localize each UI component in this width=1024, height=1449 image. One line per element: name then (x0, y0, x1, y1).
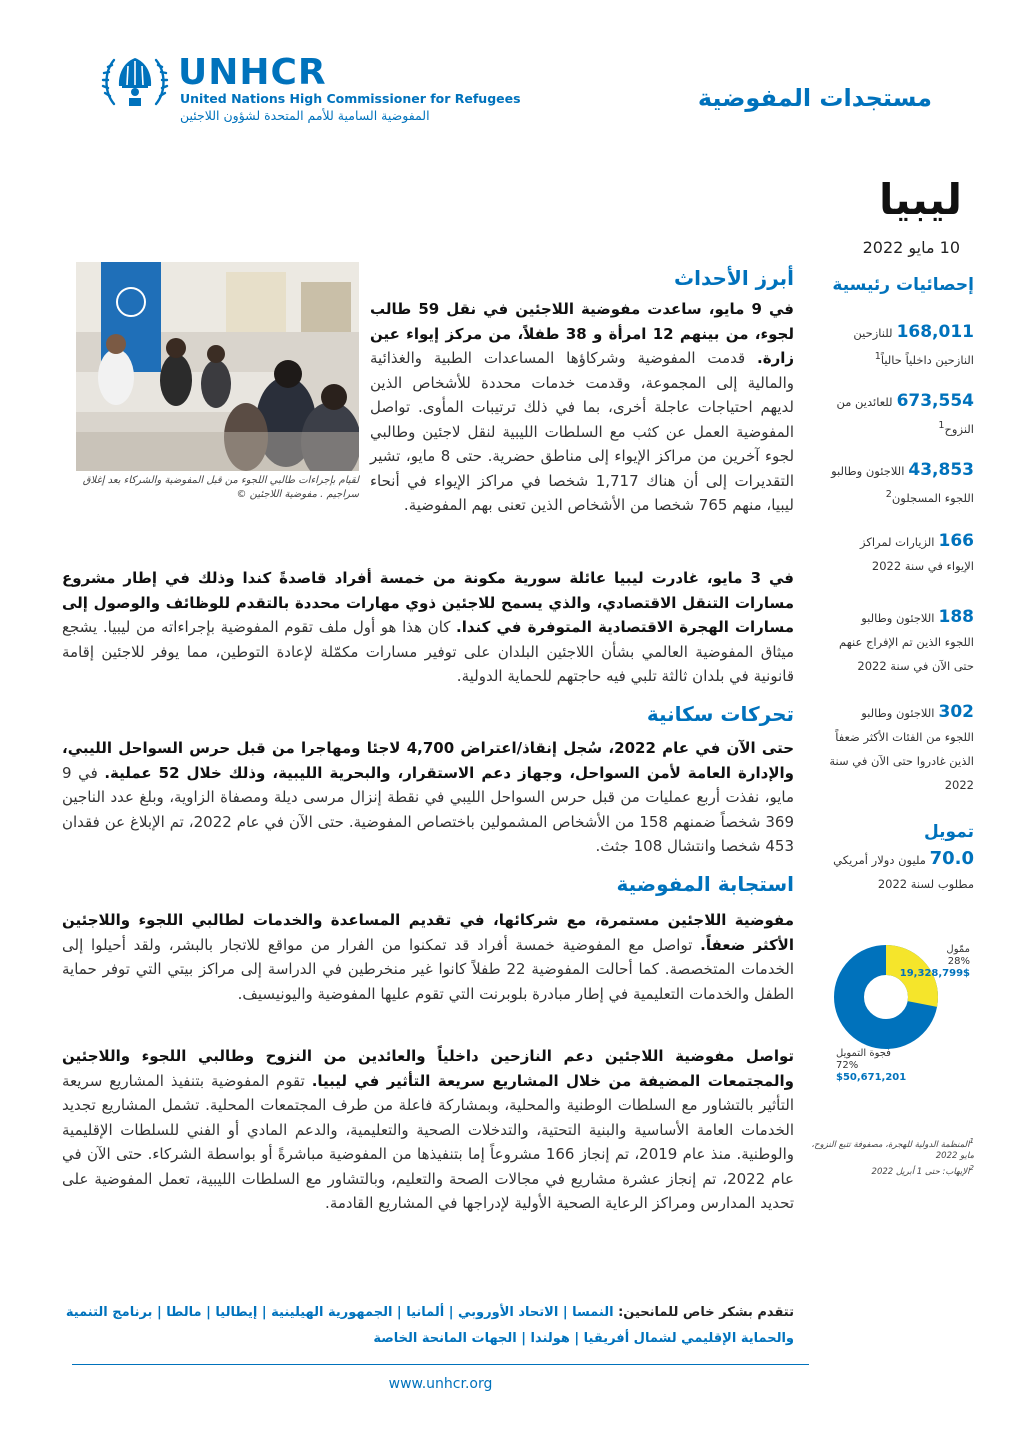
unhcr-emblem-icon (100, 52, 170, 112)
highlights-paragraph-2: في 3 مايو، غادرت ليبيا عائلة سورية مكونة من خمسة أفراد قاصدةً كندا وذلك في إطار مشروع مسارات التنقل الاقتصادي، والذي يسمح للاجئين ذوي مهارات محددة بالتقدم للوظائف والوصول إلى مسارات الهجرة الاقتصادية المتوفرة في كندا. كان هذا هو أول ملف تقوم المفوضية بإجراءاته من ليبيا. يشجع ميثاق المفوضية العالمي بشأن اللاجئين البلدان على توفير مسارات مكمّلة لإعادة التوطين، مما يوفر للاجئين إقامة قانونية في بلدان ثالثة تلبي فيه حاجتهم للحماية الدولية. (62, 569, 794, 685)
key-figures-heading: إحصائيات رئيسية (832, 275, 974, 295)
donor-thanks: تتقدم بشكر خاص للمانحين: النمسا | الاتحاد الأوروبي | ألمانيا | الجمهورية الهيلينية | إيطاليا | مالطا | برنامج التنمية والحماية الإقليمي لشمال أفريقيا | هولندا | الجهات المانحة الخاصة (65, 1305, 794, 1346)
photo-caption: لقيام بإجراءات طالبي اللجوء من قبل المفوضية والشركاء بعد إغلاق سراجيم . مفوضية اللاجئين © (82, 475, 359, 500)
report-date: 10 مايو 2022 (862, 238, 960, 257)
stat-departed: 302اللاجئون وطالبو اللجوء من الفئات الأكثر ضعفاً الذين غادروا حتى الآن في سنة 2022 (829, 702, 974, 792)
funding-heading: تمويل (924, 822, 974, 842)
response-paragraph-2: تواصل مفوضية اللاجئين دعم النازحين داخلياً والعائدين من النزوح وطالبي اللجوء واللاجئين والمجتمعات المضيفة من خلال المشاريع سريعة التأثير في ليبيا. تقوم المفوضية بتنفيذ المشاريع سريعة التأثير بالتشاور مع السلطات الوطنية والمحلية، وبمشاركة فاعلة من طرف المجتمعات المحلية. تشمل المشاريع تجديد الخدمات العامة الأساسية والبنية التحتية، والتدخلات الصحية والتعليمية، والدعم المادي أو الفني للسلطات الإقليمية والوطنية. منذ عام 2019، تم إنجاز 166 مشروعاً إما بتنفيذها من المفوضية مباشرةً أو بواسطة الشركاء. حتى الآن في عام 2022، تم إنجاز عشرة مشاريع في مجالات الصحة والتعليم، وبالتشاور مع السلطات الليبية، تعمل المفوضية على تحديد المدارس ومراكز الرعاية الصحية الأولية لإدراجها في المشاريع القادمة. (62, 1047, 795, 1212)
stat-registered-refugees: 43,853اللاجئون وطالبو اللجوء المسجلون$^2$ (831, 460, 974, 505)
unhcr-response-heading: استجابة المفوضية (616, 872, 794, 896)
highlights-heading: أبرز الأحداث (674, 266, 794, 290)
footer-divider (72, 1364, 809, 1365)
website-link[interactable]: www.unhcr.org (388, 1376, 493, 1392)
funding-requirement: 70.0 مليون دولار أمريكي مطلوب لسنة 2022 (833, 848, 974, 891)
logo-wordmark: UNHCR (178, 52, 327, 93)
highlights-paragraph-1: في 9 مايو، ساعدت مفوضية اللاجئين في نقل 59 طالب لجوء، من بينهم 12 امرأة و 38 طفلاً، من مركز إيواء عين زارة. قدمت المفوضية وشركاؤها المساعدات الطبية والغذائية والمالية إلى المجموعة، وقدمت خدمات محددة للأشخاص الذين لديهم احتياجات عاجلة أخرى، بما في ذلك ترتيبات المأوى. تواصل المفوضية العمل عن كثب مع السلطات الليبية لنقل لاجئين وطالبي لجوء آخرين من مراكز الإيواء إلى مناطق حضرية. حتى 8 مايو، تشير التقديرات إلى أن هناك 1,717 شخصا في مراكز الإيواء في أنحاء ليبيا، منهم 765 شخصا من الأشخاص الذين تعنى بهم المفوضية. (370, 300, 795, 514)
footnotes: $^1$المنظمة الدولية للهجرة، مصفوفة تتبع النزوح، مايو 2022 $^2$الإيهاب: حتى 1 أبريل 2022 (811, 1136, 974, 1177)
stat-value: 302 (938, 702, 974, 722)
logo-arabic-tagline: المفوضية السامية للأمم المتحدة لشؤون اللاجئين (180, 108, 430, 123)
movements-paragraph: حتى الآن في عام 2022، سُجل إنقاذ/اعتراض 4,700 لاجئا ومهاجرا من قبل حرس السواحل الليبي، والإدارة العامة لأمن السواحل، وجهاز دعم الاستقرار، والبحرية الليبية، وذلك خلال 52 عملية. في 9 مايو، نفذت أربع عمليات من قبل حرس السواحل الليبي في نقطة إنزال مرسى ديلة ومصفاة الزاوية، وبلغ عدد الناجين 369 شخصاً ضمنهم 158 من الأشخاص المشمولين باختصاص المفوضية. حتى الآن في عام 2022، تم الإبلاغ عن فقدان 453 شخصا وانتشال 108 جثث. (62, 739, 795, 855)
stat-value: 43,853 (908, 460, 974, 480)
donut-gap-label: فجوة التمويل 72% $50,671,201 (836, 1048, 907, 1083)
funding-value: 70.0 (929, 848, 974, 869)
stat-idps: 168,011للنازحين النازحين داخلياً حالياً$^1$ (853, 322, 974, 367)
stat-value: 166 (938, 531, 974, 551)
response-paragraph-1: مفوضية اللاجئين مستمرة، مع شركائها، في تقديم المساعدة والخدمات لطالبي اللجوء واللاجئين الأكثر ضعفاً. تواصل مع المفوضية خمسة أفراد قد تمكنوا من الفرار من مواقع للاتجار بالبشر، ولقد أحيلوا إلى الخدمات المتخصصة. كما أحالت المفوضية 22 طفلاً كانوا غير منخرطين في الدراسة إلى مراكز بيتي التي توفر حماية الطفل والخدمات التعليمية في إطار مبادرة بلوبرنت التي تقوم عليها المفوضية واليونيسيف. (62, 911, 794, 1003)
population-movements-heading: تحركات سكانية (646, 702, 794, 726)
stat-value: 188 (938, 607, 974, 627)
stat-value: 168,011 (896, 322, 974, 342)
document-type-title: مستجدات المفوضية (697, 84, 932, 112)
registration-photo (76, 262, 359, 471)
donut-funded-label: ممّول 28% 19,328,799$ (899, 944, 970, 979)
logo-english-tagline: United Nations High Commissioner for Refugees (180, 91, 521, 106)
country-title: ليبيا (879, 175, 962, 224)
stat-detention-visits: 166الزيارات لمراكز الإيواء في سنة 2022 (860, 531, 974, 573)
unhcr-logo (100, 52, 520, 132)
stat-released: 188اللاجئون وطالبو اللجوء الذين تم الإفراج عنهم حتى الآن في سنة 2022 (839, 607, 974, 673)
stat-value: 673,554 (896, 391, 974, 411)
stat-returnees: 673,554للعائدين من النزوح$^1$ (836, 391, 974, 436)
